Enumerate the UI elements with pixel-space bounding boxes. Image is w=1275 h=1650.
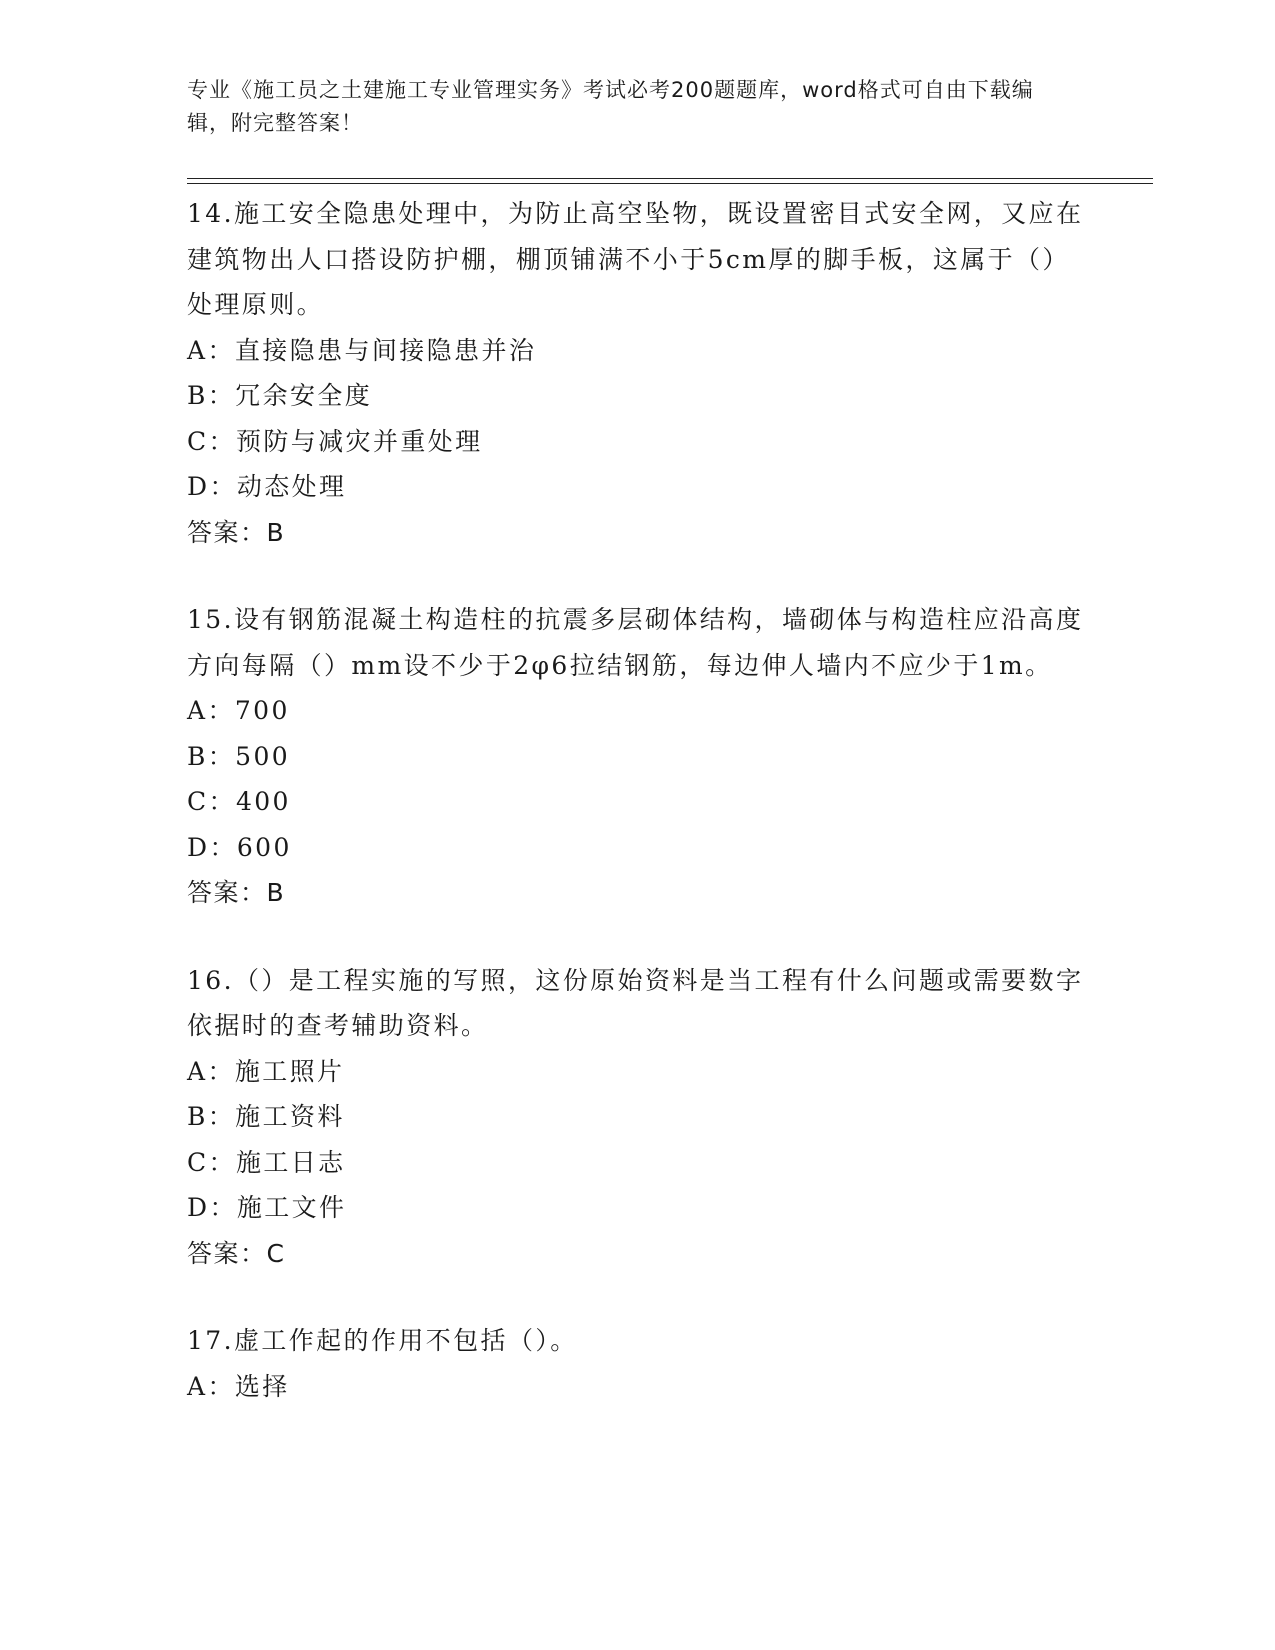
option-a xyxy=(187,1049,1087,1095)
option-c xyxy=(187,779,1087,825)
option-key: A： xyxy=(187,696,235,725)
option-text: 冗余安全度 xyxy=(235,381,373,410)
question-stem: 14.施工安全隐患处理中，为防止高空坠物，既设置密目式安全网，又应在建筑物出人口搭设防护棚，棚顶铺满不小于5cm厚的脚手板，这属于（）处理原则。 xyxy=(187,199,1084,319)
option-key: B： xyxy=(187,1102,236,1131)
option-b xyxy=(187,734,1087,780)
option-c xyxy=(187,1140,1087,1186)
header-divider-line-second xyxy=(187,183,1153,184)
question-stem: 16.（）是工程实施的写照，这份原始资料是当工程有什么问题或需要数字依据时的查考辅助资料。 xyxy=(187,965,1084,1040)
option-a xyxy=(187,688,1087,734)
option-key: D： xyxy=(187,1193,237,1222)
option-text: 400 xyxy=(235,787,291,816)
option-key: C： xyxy=(187,426,236,456)
answer-line: 答案：B xyxy=(187,517,286,547)
option-c xyxy=(187,419,1087,465)
question-stem: 15.设有钢筋混凝土构造柱的抗震多层砌体结构，墙砌体与构造柱应沿高度方向每隔（）mm设不少于2φ6拉结钢筋，每边伸人墙内不应少于1m。 xyxy=(187,605,1084,680)
answer-line: 答案：B xyxy=(187,878,286,907)
option-key: A： xyxy=(187,1056,235,1086)
option-text: 施工文件 xyxy=(236,1193,347,1222)
option-a xyxy=(187,328,1087,374)
option-text: 选择 xyxy=(234,1371,290,1401)
question-stem: 17.虚工作起的作用不包括（）。 xyxy=(187,1326,578,1355)
question-15 xyxy=(187,597,1087,916)
question-16 xyxy=(187,958,1087,1277)
answer-line: 答案：C xyxy=(187,1238,286,1268)
option-text: 600 xyxy=(236,832,292,862)
option-key: C： xyxy=(187,1147,236,1177)
option-text: 施工照片 xyxy=(234,1056,345,1086)
option-text: 施工日志 xyxy=(235,1147,346,1177)
option-key: B： xyxy=(187,381,236,410)
option-a xyxy=(187,1364,1087,1410)
option-key: A： xyxy=(187,1371,235,1401)
option-d xyxy=(187,464,1087,510)
option-text: 500 xyxy=(235,741,291,771)
option-key: A： xyxy=(187,335,235,365)
header-divider-line xyxy=(187,178,1153,179)
document-header: 专业《施工员之土建施工专业管理实务》考试必考200题题库，word格式可自由下载编辑，附完整答案！ xyxy=(187,78,1034,135)
option-text: 施工资料 xyxy=(235,1102,345,1131)
option-key: D： xyxy=(187,832,237,862)
option-key: B： xyxy=(187,741,236,771)
question-17 xyxy=(187,1318,1087,1409)
option-text: 700 xyxy=(234,696,290,725)
option-d xyxy=(187,825,1087,871)
option-key: C： xyxy=(187,787,236,816)
option-text: 预防与减灾并重处理 xyxy=(235,426,483,456)
option-b xyxy=(187,1094,1087,1140)
option-b xyxy=(187,373,1087,419)
question-14 xyxy=(187,191,1087,555)
option-text: 直接隐患与间接隐患并治 xyxy=(234,335,537,365)
option-d xyxy=(187,1185,1087,1231)
question-list xyxy=(187,191,1087,1451)
option-key: D： xyxy=(187,472,237,501)
option-text: 动态处理 xyxy=(236,472,347,501)
